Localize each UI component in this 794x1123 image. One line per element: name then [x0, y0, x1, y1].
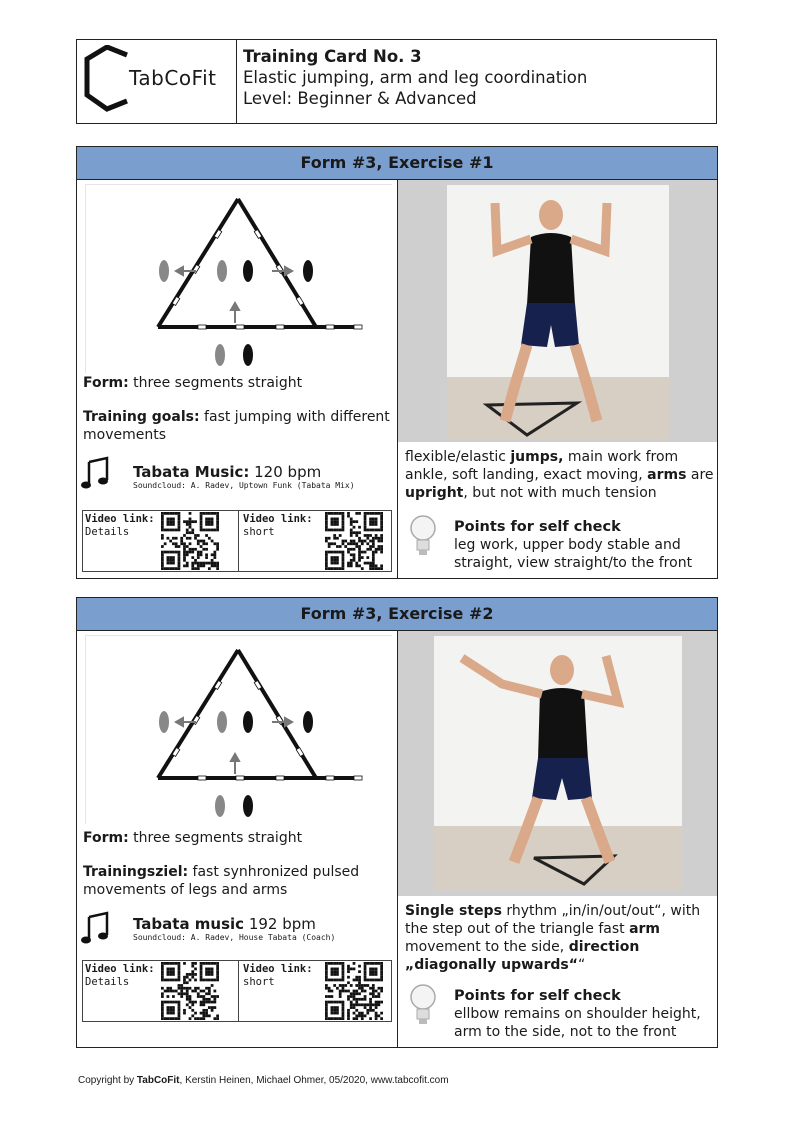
- lightbulb-icon: [408, 514, 438, 560]
- card-title: Training Card No. 3: [243, 47, 422, 66]
- desc-bold: arm: [629, 921, 661, 937]
- right-column: [398, 631, 717, 1047]
- desc-bold: jumps,: [510, 449, 564, 465]
- qr-code-icon[interactable]: [161, 512, 219, 570]
- footer-brand: TabCoFit: [136, 1075, 180, 1086]
- desc-text: rhythm „in/in/out/out“, with the step out of the triangle fast: [405, 903, 701, 937]
- video-link-label: Video link:: [85, 513, 155, 525]
- form-label: Form:: [83, 375, 129, 391]
- video-link-short[interactable]: [241, 961, 391, 1021]
- exercise-description: [405, 448, 715, 502]
- right-column: [398, 180, 717, 578]
- triangle-diagram: [85, 184, 392, 373]
- music-note-icon: [81, 911, 109, 945]
- desc-bold: Single steps: [405, 903, 502, 919]
- left-column: [77, 631, 397, 1047]
- desc-text: are: [686, 467, 714, 483]
- form-value: three segments straight: [128, 375, 303, 391]
- video-links-box: [82, 510, 392, 572]
- footer-rest: , Kerstin Heinen, Michael Ohmer, 05/2020, www.tabcofit.com: [179, 1075, 449, 1086]
- self-check-block: [454, 987, 714, 1041]
- lightbulb-icon: [408, 983, 438, 1029]
- video-link-details[interactable]: [83, 961, 239, 1021]
- header-text: [243, 46, 587, 109]
- desc-text: “: [577, 957, 586, 973]
- self-check-text: ellbow remains on shoulder height, arm to the side, not to the front: [454, 1006, 701, 1040]
- video-link-text: short: [243, 526, 275, 538]
- video-link-text: Details: [85, 976, 130, 988]
- music-source: Soundcloud: A. Radev, Uptown Funk (Tabata Mix): [133, 481, 355, 490]
- music-source: Soundcloud: A. Radev, House Tabata (Coach): [133, 933, 336, 942]
- qr-code-icon[interactable]: [325, 962, 383, 1020]
- card-heading: Form #3, Exercise #2: [77, 598, 717, 631]
- card-subtitle: Elastic jumping, arm and leg coordination: [243, 68, 588, 87]
- music-value: 120 bpm: [249, 463, 322, 481]
- self-check-title: Points for self check: [454, 519, 621, 535]
- video-link-text: short: [243, 976, 275, 988]
- video-link-short[interactable]: [241, 511, 391, 571]
- video-link-label: Video link:: [85, 963, 155, 975]
- qr-code-icon[interactable]: [325, 512, 383, 570]
- desc-text: movement to the side,: [405, 939, 569, 955]
- card-level: Level: Beginner & Advanced: [243, 89, 477, 108]
- form-line: [83, 374, 302, 392]
- logo-cell: [77, 40, 237, 123]
- exercise-photo-frame: [398, 631, 717, 896]
- form-line: [83, 829, 302, 847]
- goals-label: Trainingsziel:: [83, 864, 189, 880]
- header-box: [76, 39, 717, 124]
- video-link-label: Video link:: [243, 963, 313, 975]
- goals-line: [83, 408, 393, 444]
- triangle-diagram: [85, 635, 392, 824]
- music-note-icon: [81, 456, 109, 490]
- self-check-title: Points for self check: [454, 988, 621, 1004]
- music-label: Tabata music: [133, 915, 245, 933]
- video-link-label: Video link:: [243, 513, 313, 525]
- music-block: [133, 463, 355, 490]
- goals-value: fast jumping with different movements: [83, 409, 390, 443]
- music-label: Tabata Music:: [133, 463, 250, 481]
- exercise-description: [405, 902, 715, 974]
- exercise-photo: [447, 185, 669, 439]
- left-column: [77, 180, 397, 578]
- goals-value: fast synhronized pulsed movements of legs and arms: [83, 864, 360, 898]
- desc-text: , but not with much tension: [463, 485, 657, 501]
- video-link-details[interactable]: [83, 511, 239, 571]
- music-value: 192 bpm: [244, 915, 316, 933]
- footer-prefix: Copyright by: [78, 1075, 137, 1086]
- footer-copyright: [78, 1075, 449, 1086]
- self-check-block: [454, 518, 714, 572]
- desc-bold: upright: [405, 485, 464, 501]
- desc-text: main work from ankle, soft landing, exact moving,: [405, 449, 679, 483]
- video-links-box: [82, 960, 392, 1022]
- video-link-text: Details: [85, 526, 130, 538]
- qr-code-icon[interactable]: [161, 962, 219, 1020]
- desc-text: flexible/elastic: [405, 449, 511, 465]
- form-value: three segments straight: [128, 830, 303, 846]
- exercise-photo: [434, 636, 682, 890]
- desc-bold: direction „diagonally upwards“: [405, 939, 640, 973]
- arrow-icon: [176, 267, 292, 323]
- exercise-card-2: [76, 597, 718, 1048]
- arrow-icon: [176, 718, 292, 774]
- goals-line: [83, 863, 393, 899]
- desc-bold: arms: [647, 467, 687, 483]
- logo-text: TabCoFit: [129, 66, 217, 90]
- music-block: [133, 915, 335, 942]
- exercise-photo-frame: [398, 180, 717, 442]
- form-label: Form:: [83, 830, 129, 846]
- card-heading: Form #3, Exercise #1: [77, 147, 717, 180]
- goals-label: Training goals:: [83, 409, 200, 425]
- self-check-text: leg work, upper body stable and straight, view straight/to the front: [454, 537, 693, 571]
- exercise-card-1: [76, 146, 718, 579]
